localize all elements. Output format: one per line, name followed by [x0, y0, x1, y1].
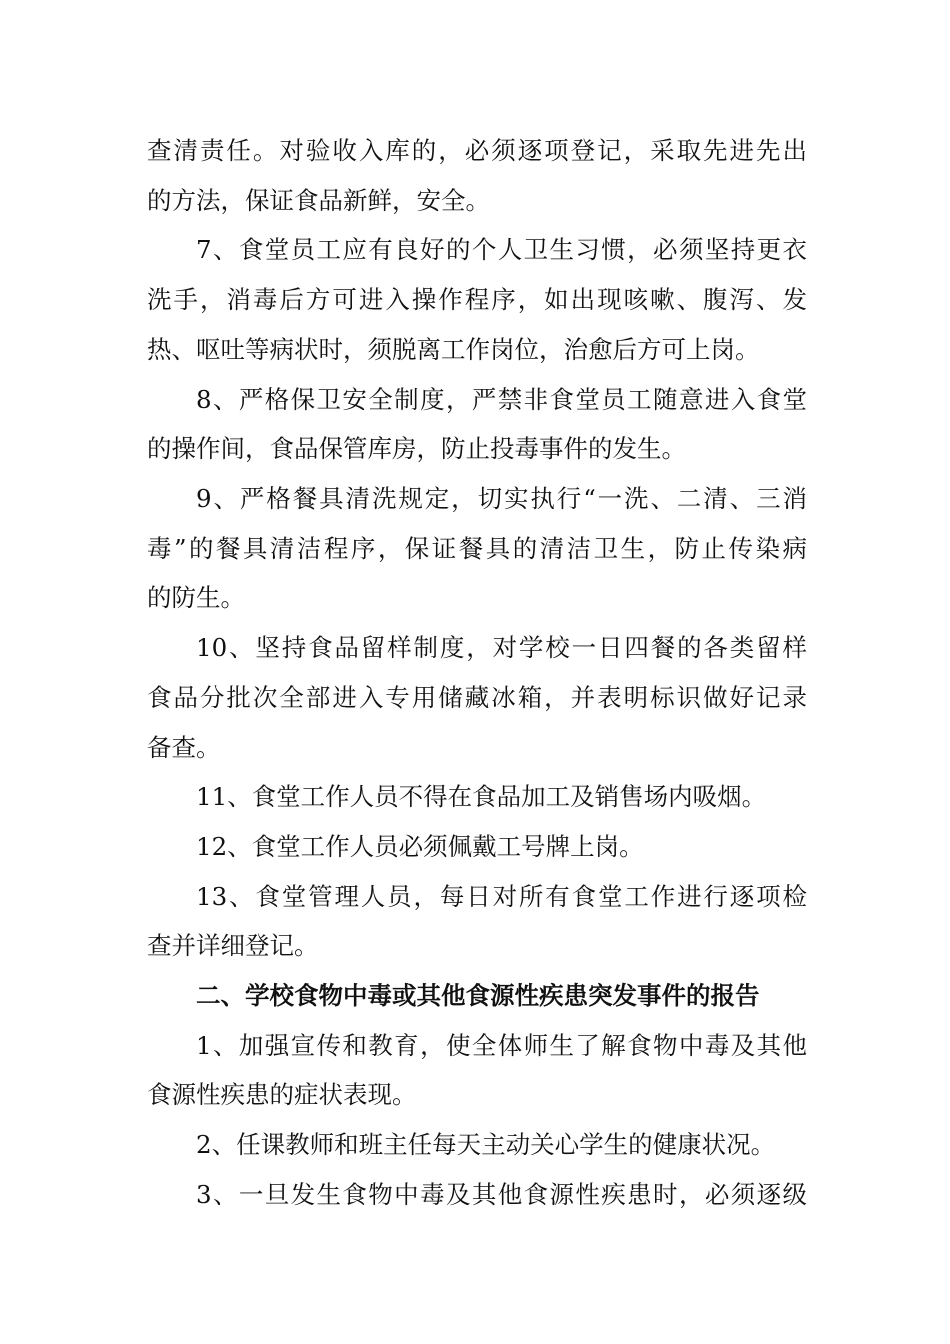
text-line: 的操作间，食品保管库房，防止投毒事件的发生。 — [147, 434, 686, 463]
text-line: 7、食堂员工应有良好的个人卫生习惯，必须坚持更衣 — [196, 235, 807, 264]
text-line: 毒”的餐具清洁程序，保证餐具的清洁卫生，防止传染病 — [147, 534, 807, 563]
text-line: 2、任课教师和班主任每天主动关心学生的健康状况。 — [196, 1130, 776, 1159]
text-line: 洗手，消毒后方可进入操作程序，如出现咳嗽、腹泻、发 — [147, 285, 807, 314]
text-line: 的防生。 — [147, 583, 245, 612]
text-line: 12、食堂工作人员必须佩戴工号牌上岗。 — [196, 832, 644, 861]
text-line: 食源性疾患的症状表现。 — [147, 1080, 417, 1109]
section-heading: 二、学校食物中毒或其他食源性疾患突发事件的报告 — [196, 981, 760, 1010]
text-line: 10、坚持食品留样制度，对学校一日四餐的各类留样 — [196, 633, 807, 662]
text-line: 9、严格餐具清洗规定，切实执行“一洗、二清、三消 — [196, 484, 807, 513]
text-line: 热、呕吐等病状时，须脱离工作岗位，治愈后方可上岗。 — [147, 335, 760, 364]
text-line: 3、一旦发生食物中毒及其他食源性疾患时，必须逐级 — [196, 1180, 807, 1209]
text-line: 1、加强宣传和教育，使全体师生了解食物中毒及其他 — [196, 1031, 807, 1060]
text-line: 11、食堂工作人员不得在食品加工及销售场内吸烟。 — [196, 782, 767, 811]
text-line: 查清责任。对验收入库的，必须逐项登记，采取先进先出 — [147, 136, 807, 165]
text-line: 备查。 — [147, 733, 221, 762]
text-line: 8、严格保卫安全制度，严禁非食堂员工随意进入食堂 — [196, 385, 807, 414]
text-line: 食品分批次全部进入专用储藏冰箱，并表明标识做好记录 — [147, 683, 807, 712]
text-line: 的方法，保证食品新鲜，安全。 — [147, 186, 490, 215]
text-line: 查并详细登记。 — [147, 931, 319, 960]
text-line: 13、食堂管理人员，每日对所有食堂工作进行逐项检 — [196, 882, 807, 911]
